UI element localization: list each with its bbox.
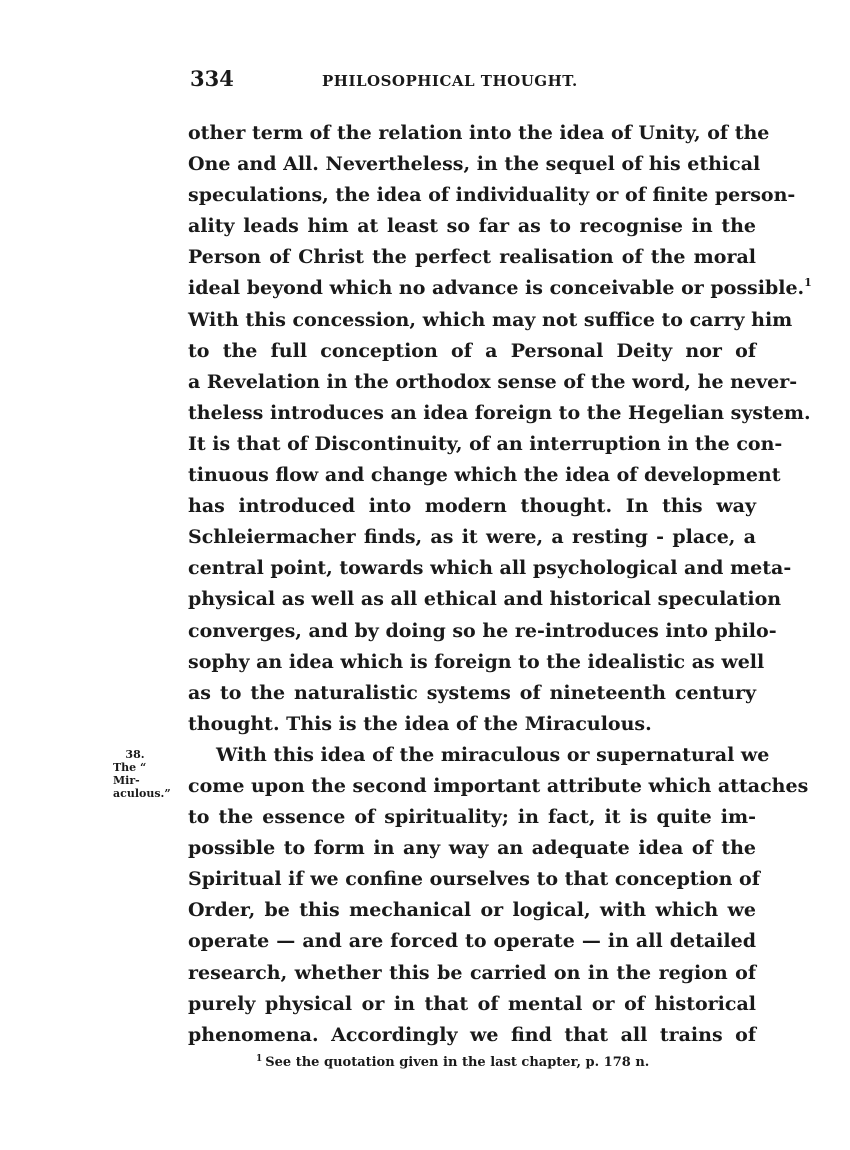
text-line: come upon the second important attribute which attaches	[188, 774, 809, 797]
text-line: purely physical or in that of mental or of historical	[188, 992, 756, 1015]
text-line: phenomena. Accordingly we find that all trains of	[188, 1023, 756, 1046]
text-line: operate — and are forced to operate — in all detailed	[188, 930, 756, 953]
text-line: to the essence of spirituality; in fact, it is quite im-	[188, 806, 756, 829]
text-line: as to the naturalistic systems of nineteenth century	[188, 681, 756, 704]
text-line: One and All. Nevertheless, in the sequel of his ethical	[188, 153, 761, 176]
text-line: Order, be this mechanical or logical, with which we	[188, 899, 756, 922]
text-line: It is that of Discontinuity, of an interruption in the con-	[188, 432, 783, 455]
footnote-reference: 1	[804, 276, 812, 290]
text-line: ideal beyond which no advance is conceivable or possible.	[188, 277, 805, 300]
text-line: With this concession, which may not suffice to carry him	[188, 308, 793, 331]
text-line: research, whether this be carried on in the region of	[188, 961, 756, 984]
text-line: With this idea of the miraculous or supernatural we	[216, 743, 770, 766]
marginal-note	[113, 748, 173, 800]
text-line: speculations, the idea of individuality or of finite person-	[188, 184, 796, 207]
text-line: possible to form in any way an adequate idea of the	[188, 837, 756, 860]
running-title: PHILOSOPHICAL THOUGHT.	[322, 72, 578, 90]
text-line: to the full conception of a Personal Deity nor of	[188, 339, 756, 362]
text-line: central point, towards which all psychological and meta-	[188, 557, 792, 580]
marginal-note-line: The “ Mir-	[113, 761, 147, 787]
footnote-marker: 1	[256, 1054, 263, 1064]
text-line: converges, and by doing so he re-introduces into philo-	[188, 619, 777, 642]
text-line: sophy an idea which is foreign to the idealistic as well	[188, 650, 765, 673]
text-line: Spiritual if we confine ourselves to that conception of	[188, 868, 760, 891]
text-line: tinuous flow and change which the idea of development	[188, 464, 781, 487]
marginal-note-line: aculous.”	[113, 787, 171, 800]
text-line: a Revelation in the orthodox sense of the word, he never-	[188, 370, 798, 393]
text-line: thought. This is the idea of the Miraculous.	[188, 712, 652, 735]
text-line: theless introduces an idea foreign to the Hegelian system.	[188, 401, 811, 424]
page-number: 334	[190, 66, 234, 91]
text-line-with-footnote	[188, 273, 812, 304]
text-line: other term of the relation into the idea of Unity, of the	[188, 122, 770, 144]
text-line: Person of Christ the perfect realisation of the moral	[188, 246, 756, 269]
text-line: Schleiermacher finds, as it were, a resting - place, a	[188, 526, 756, 549]
page-header	[190, 66, 755, 96]
footnote	[256, 1055, 736, 1070]
main-text	[188, 118, 812, 1051]
text-line: ality leads him at least so far as to recognise in the	[188, 215, 756, 238]
text-line: has introduced into modern thought. In this way	[188, 495, 756, 518]
footnote-text: See the quotation given in the last chapter, p. 178 n.	[265, 1055, 650, 1070]
marginal-note-number: 38.	[125, 748, 145, 761]
text-line: physical as well as all ethical and historical speculation	[188, 588, 782, 611]
